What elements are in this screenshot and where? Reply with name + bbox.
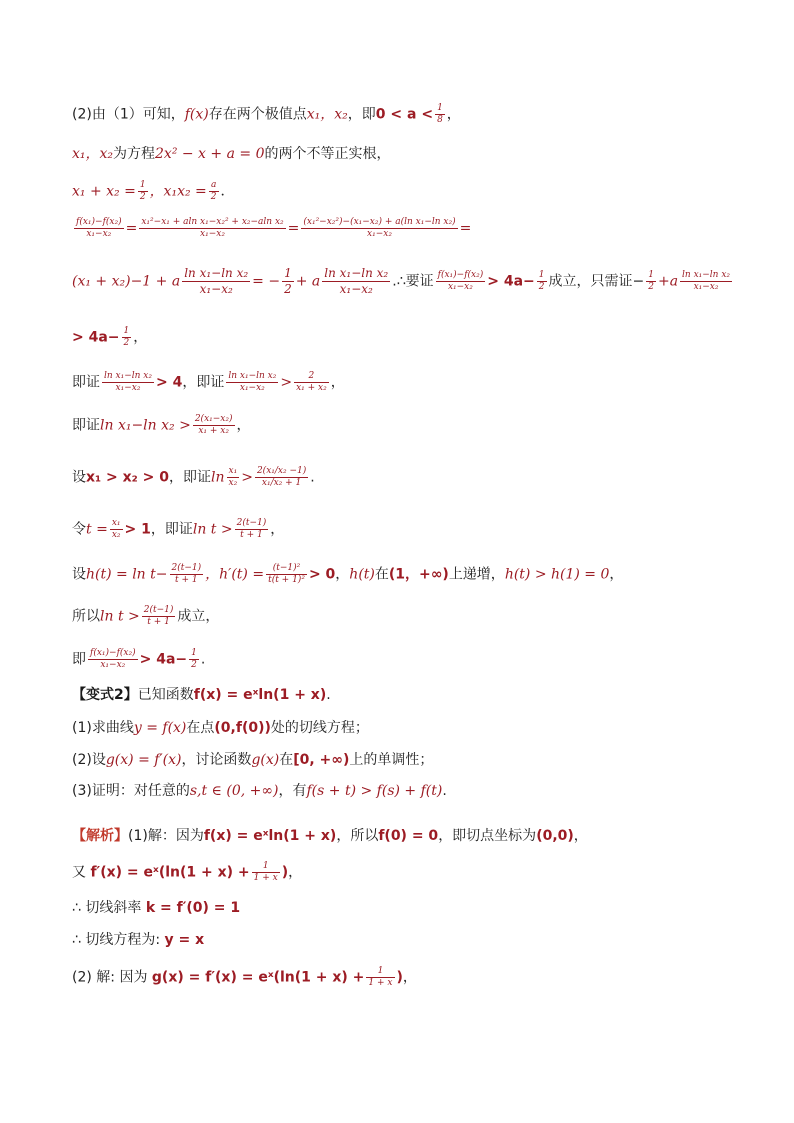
text-span: =	[287, 220, 300, 237]
text-span: ∴ 切线方程为:	[72, 932, 161, 948]
text-span: .	[442, 783, 447, 799]
fraction-part: f(x₁)−f(x₂)	[90, 648, 136, 658]
text-span: y = x	[164, 932, 205, 948]
fraction	[252, 861, 280, 884]
text-line-11	[72, 563, 732, 586]
fraction-part: 1	[123, 326, 130, 336]
fraction	[122, 326, 132, 349]
text-span: h(t) = ln t−	[86, 566, 168, 583]
fraction-part: f(x₁)−f(x₂)	[76, 217, 122, 227]
fraction-part: x₁−x₂	[239, 383, 265, 393]
text-span: > 4a−	[139, 651, 188, 668]
text-span: ，即切点坐标为	[438, 828, 537, 844]
text-line-22	[72, 966, 732, 989]
fraction-part: x₁ + x₂	[296, 383, 327, 393]
text-span: > 1	[124, 521, 151, 538]
fraction-part: 2	[538, 282, 545, 292]
fraction	[537, 270, 547, 293]
fraction	[139, 217, 285, 240]
text-span: )	[396, 969, 403, 986]
text: 为方程	[113, 146, 156, 162]
text-span: 所以	[72, 608, 100, 625]
fraction-part: x₁−x₂	[100, 660, 126, 670]
text-line-13	[72, 648, 732, 671]
fraction-part: 2(x₁/x₂ −1)	[256, 466, 307, 476]
text-span: ，	[288, 864, 303, 881]
text-line-18	[72, 826, 732, 846]
fraction-part: 2(t−1)	[171, 563, 202, 573]
text-span: (1)解：因为	[128, 828, 204, 844]
text-line-12	[72, 605, 732, 628]
fraction	[170, 563, 204, 586]
fraction	[435, 103, 445, 126]
text-span: h(t)	[349, 566, 375, 583]
text-span: ，	[609, 566, 624, 583]
fraction-part: 1	[366, 966, 394, 978]
text-span: f′(x) = eˣ(ln(1 + x) +	[90, 864, 250, 881]
section-label: 【变式2】	[72, 687, 138, 703]
fraction-part: x₁/x₂ + 1	[261, 478, 302, 488]
fraction-part: ln x₁−ln x₂	[682, 270, 731, 280]
fraction	[102, 371, 154, 394]
fraction-part: x₂	[228, 478, 238, 488]
text-span: f(0) = 0	[378, 828, 439, 844]
text-line-5	[72, 266, 732, 297]
text-span: ，	[402, 969, 417, 986]
text-line-3	[72, 180, 732, 203]
text-span: 设	[72, 469, 86, 486]
fraction	[235, 518, 269, 541]
text-span: (0,f(0))	[214, 720, 271, 736]
fraction	[74, 217, 124, 240]
text-span: >	[241, 469, 253, 486]
text-span: > 4a−	[487, 273, 535, 290]
fraction-part: 1	[139, 180, 146, 190]
text-span: k = f′(0) = 1	[145, 900, 241, 916]
text-span: (3)证明：对任意的	[72, 783, 190, 799]
fraction-part: x₁−x₂	[367, 229, 392, 239]
text-span: +a	[657, 273, 679, 290]
math: 2x² − x + a = 0	[155, 146, 265, 162]
text-span: 在	[279, 752, 294, 768]
text-span: 即证	[72, 374, 100, 391]
text: ，即	[347, 106, 376, 123]
text-span: x₁ > x₂ > 0	[86, 469, 170, 486]
fraction	[282, 266, 294, 297]
fraction-part: ln x₁−ln x₂	[184, 266, 249, 280]
text: 的两个不等正实根，	[264, 146, 391, 162]
fraction	[189, 648, 199, 671]
text-span: + a	[295, 273, 321, 290]
text-span: ，	[330, 374, 345, 391]
math: x₁，x₂	[306, 106, 348, 123]
text-span: f(x) = eˣln(1 + x)	[193, 687, 327, 703]
fraction-part: f(x₁)−f(x₂)	[437, 270, 484, 280]
text: (2)由（1）可知，	[72, 106, 185, 123]
fraction-part: t + 1	[175, 575, 198, 585]
text-span: (0,0)	[536, 828, 574, 844]
text-span: .	[310, 469, 315, 486]
fraction	[138, 180, 148, 203]
text-span: (2)设	[72, 752, 106, 768]
text-span: ln x₁−ln x₂ >	[100, 417, 191, 434]
text: 存在两个极值点	[208, 106, 307, 123]
text-span: ，	[236, 417, 251, 434]
fraction-part: 1	[437, 103, 443, 113]
math: f(x)	[184, 106, 209, 123]
text-span: )	[281, 864, 289, 881]
text-span: 成立，只需证−	[548, 273, 645, 290]
fraction	[301, 217, 457, 240]
text-span: .	[200, 651, 206, 668]
text-span: ，	[573, 828, 588, 844]
text-span: > 4a−	[72, 329, 120, 346]
text-line-2	[72, 144, 732, 164]
analysis-label: 【解析】	[72, 828, 128, 844]
fraction-part: 1	[252, 861, 280, 873]
text-span: ，讨论函数	[181, 752, 252, 768]
text-line-7	[72, 371, 732, 394]
fraction-part: a	[209, 180, 219, 192]
text-span: ，h′(t) =	[205, 566, 265, 583]
fraction-part: x₁−x₂	[447, 282, 473, 292]
fraction-part: 2	[648, 282, 654, 292]
text-line-1	[72, 103, 732, 126]
text-span: ，即证	[182, 374, 225, 391]
fraction-part: 2	[284, 282, 292, 296]
fraction-part: (t−1)²	[266, 563, 307, 575]
text-line-16	[72, 750, 732, 770]
fraction-part: x₁−x₂	[693, 282, 719, 292]
text-span: ，有	[278, 783, 307, 799]
text-span: 上的单调性；	[349, 752, 434, 768]
math: x₁ + x₂ =	[72, 183, 136, 200]
text-span: g(x) = f′(x)	[105, 752, 182, 768]
text-span: .	[326, 687, 331, 703]
fraction-part: x₁−x₂	[200, 229, 225, 239]
fraction	[294, 371, 329, 394]
fraction-part: 1	[191, 648, 197, 658]
fraction-part: ln x₁−ln x₂	[228, 371, 277, 381]
fraction-part: 2(t−1)	[236, 518, 267, 528]
text-span: 设	[72, 566, 86, 583]
fraction	[227, 466, 240, 489]
fraction-part: x₁	[111, 518, 121, 528]
fraction-part: t(t + 1)²	[268, 575, 305, 585]
text-line-8	[72, 414, 732, 437]
fraction	[436, 270, 486, 293]
text-span: ln	[211, 469, 225, 486]
fraction-part: 1 + x	[253, 873, 278, 883]
text-line-14	[72, 685, 732, 705]
text-span: 已知函数	[137, 687, 194, 703]
text-span: [0, +∞)	[293, 752, 350, 768]
text-span: >	[280, 374, 293, 391]
text-span: > 0	[308, 566, 336, 583]
fraction	[322, 266, 390, 297]
fraction	[110, 518, 123, 541]
text-span: ln t >	[100, 608, 140, 625]
fraction	[142, 605, 176, 628]
fraction	[88, 648, 138, 671]
fraction-part: ln x₁−ln x₂	[324, 266, 389, 280]
fraction-part: x₁−x₂	[86, 229, 112, 239]
fraction-part: 2(x₁−x₂)	[194, 414, 233, 424]
text-span: f(s + t) > f(s) + f(t)	[306, 783, 443, 799]
text-line-17	[72, 781, 732, 801]
fraction	[182, 266, 250, 297]
math: ，x₁x₂ =	[149, 183, 207, 200]
text-span: 上递增，	[448, 566, 505, 583]
text-span: t =	[86, 521, 108, 538]
text: ．	[220, 183, 235, 200]
fraction	[366, 966, 394, 989]
text-span: 在	[374, 566, 389, 583]
text-span: h(t) > h(1) = 0	[504, 566, 610, 583]
fraction-part: 2	[123, 338, 130, 348]
math: 0 < a <	[375, 106, 434, 123]
math: (x₁ + x₂)−1 + a	[72, 273, 181, 290]
fraction	[193, 414, 235, 437]
fraction-part: 1 + x	[368, 978, 393, 988]
fraction-part: 1	[538, 270, 545, 280]
text-span: 令	[72, 521, 86, 538]
text-span: 在点	[186, 720, 215, 736]
fraction	[255, 466, 308, 489]
text-line-4	[72, 217, 732, 240]
text-span: ，	[446, 106, 461, 123]
text-line-6	[72, 326, 732, 349]
text-span: ，即证	[150, 521, 193, 538]
text-line-9	[72, 466, 732, 489]
fraction-part: 2	[210, 192, 217, 202]
text-span: .∴要证	[392, 273, 434, 290]
fraction-part: x₁−x₂	[115, 383, 141, 393]
text-span: f(x) = eˣln(1 + x)	[203, 828, 337, 844]
fraction	[266, 563, 307, 586]
text-span: 处的切线方程；	[270, 720, 369, 736]
fraction-part: 1	[284, 266, 292, 280]
fraction-part: x₁−x₂	[199, 282, 233, 296]
text-line-15	[72, 718, 732, 738]
fraction-part: t + 1	[240, 530, 263, 540]
fraction	[209, 180, 219, 203]
math: x₁，x₂	[72, 146, 114, 162]
text-span: ，即证	[169, 469, 212, 486]
fraction-part: 2(t−1)	[143, 605, 174, 615]
text-span: ，所以	[336, 828, 379, 844]
fraction-part: x₂	[111, 530, 121, 540]
text-span: 成立，	[177, 608, 220, 625]
text-span: ∴ 切线斜率	[72, 900, 142, 916]
text-line-19	[72, 861, 732, 884]
fraction	[680, 270, 732, 293]
text-span: =	[459, 220, 472, 237]
fraction-part: 1	[648, 270, 654, 280]
text-span: ，	[270, 521, 285, 538]
fraction-part: t + 1	[147, 617, 170, 627]
text-span: 即	[72, 651, 86, 668]
fraction-part: 8	[437, 115, 443, 125]
fraction-part: ln x₁−ln x₂	[104, 371, 152, 381]
text-span: 即证	[72, 417, 100, 434]
fraction-part: x₁ + x₂	[198, 426, 229, 436]
text-span: = −	[252, 273, 281, 290]
fraction	[646, 270, 656, 293]
text-span: =	[125, 220, 138, 237]
fraction-part: (x₁²−x₂²)−(x₁−x₂) + a(ln x₁−ln x₂)	[303, 217, 456, 227]
text-span: ，	[335, 566, 350, 583]
text-span: 又	[72, 864, 86, 881]
fraction	[226, 371, 278, 394]
text-span: (1)求曲线	[72, 720, 134, 736]
text-span: s,t ∈ (0, +∞)	[189, 783, 279, 799]
fraction-part: x₁	[228, 466, 238, 476]
fraction-part: 2	[191, 660, 197, 670]
text-line-20	[72, 898, 732, 918]
fraction-part: 2	[294, 371, 329, 383]
fraction-part: 2	[139, 192, 146, 202]
text-span: y = f(x)	[133, 720, 187, 736]
text-span: ln t >	[192, 521, 233, 538]
text-span: (2) 解: 因为	[72, 969, 148, 986]
fraction-part: x₁²−x₁ + aln x₁−x₂² + x₂−aln x₂	[141, 217, 284, 227]
text-span: g(x)	[251, 752, 280, 768]
text-line-21	[72, 930, 732, 950]
fraction-part: x₁−x₂	[339, 282, 373, 296]
text-span: (1，+∞)	[388, 566, 449, 583]
text-line-10	[72, 518, 732, 541]
text-span: ，	[133, 329, 148, 346]
text-span: > 4	[155, 374, 183, 391]
text-span: g(x) = f′(x) = eˣ(ln(1 + x) +	[151, 969, 365, 986]
